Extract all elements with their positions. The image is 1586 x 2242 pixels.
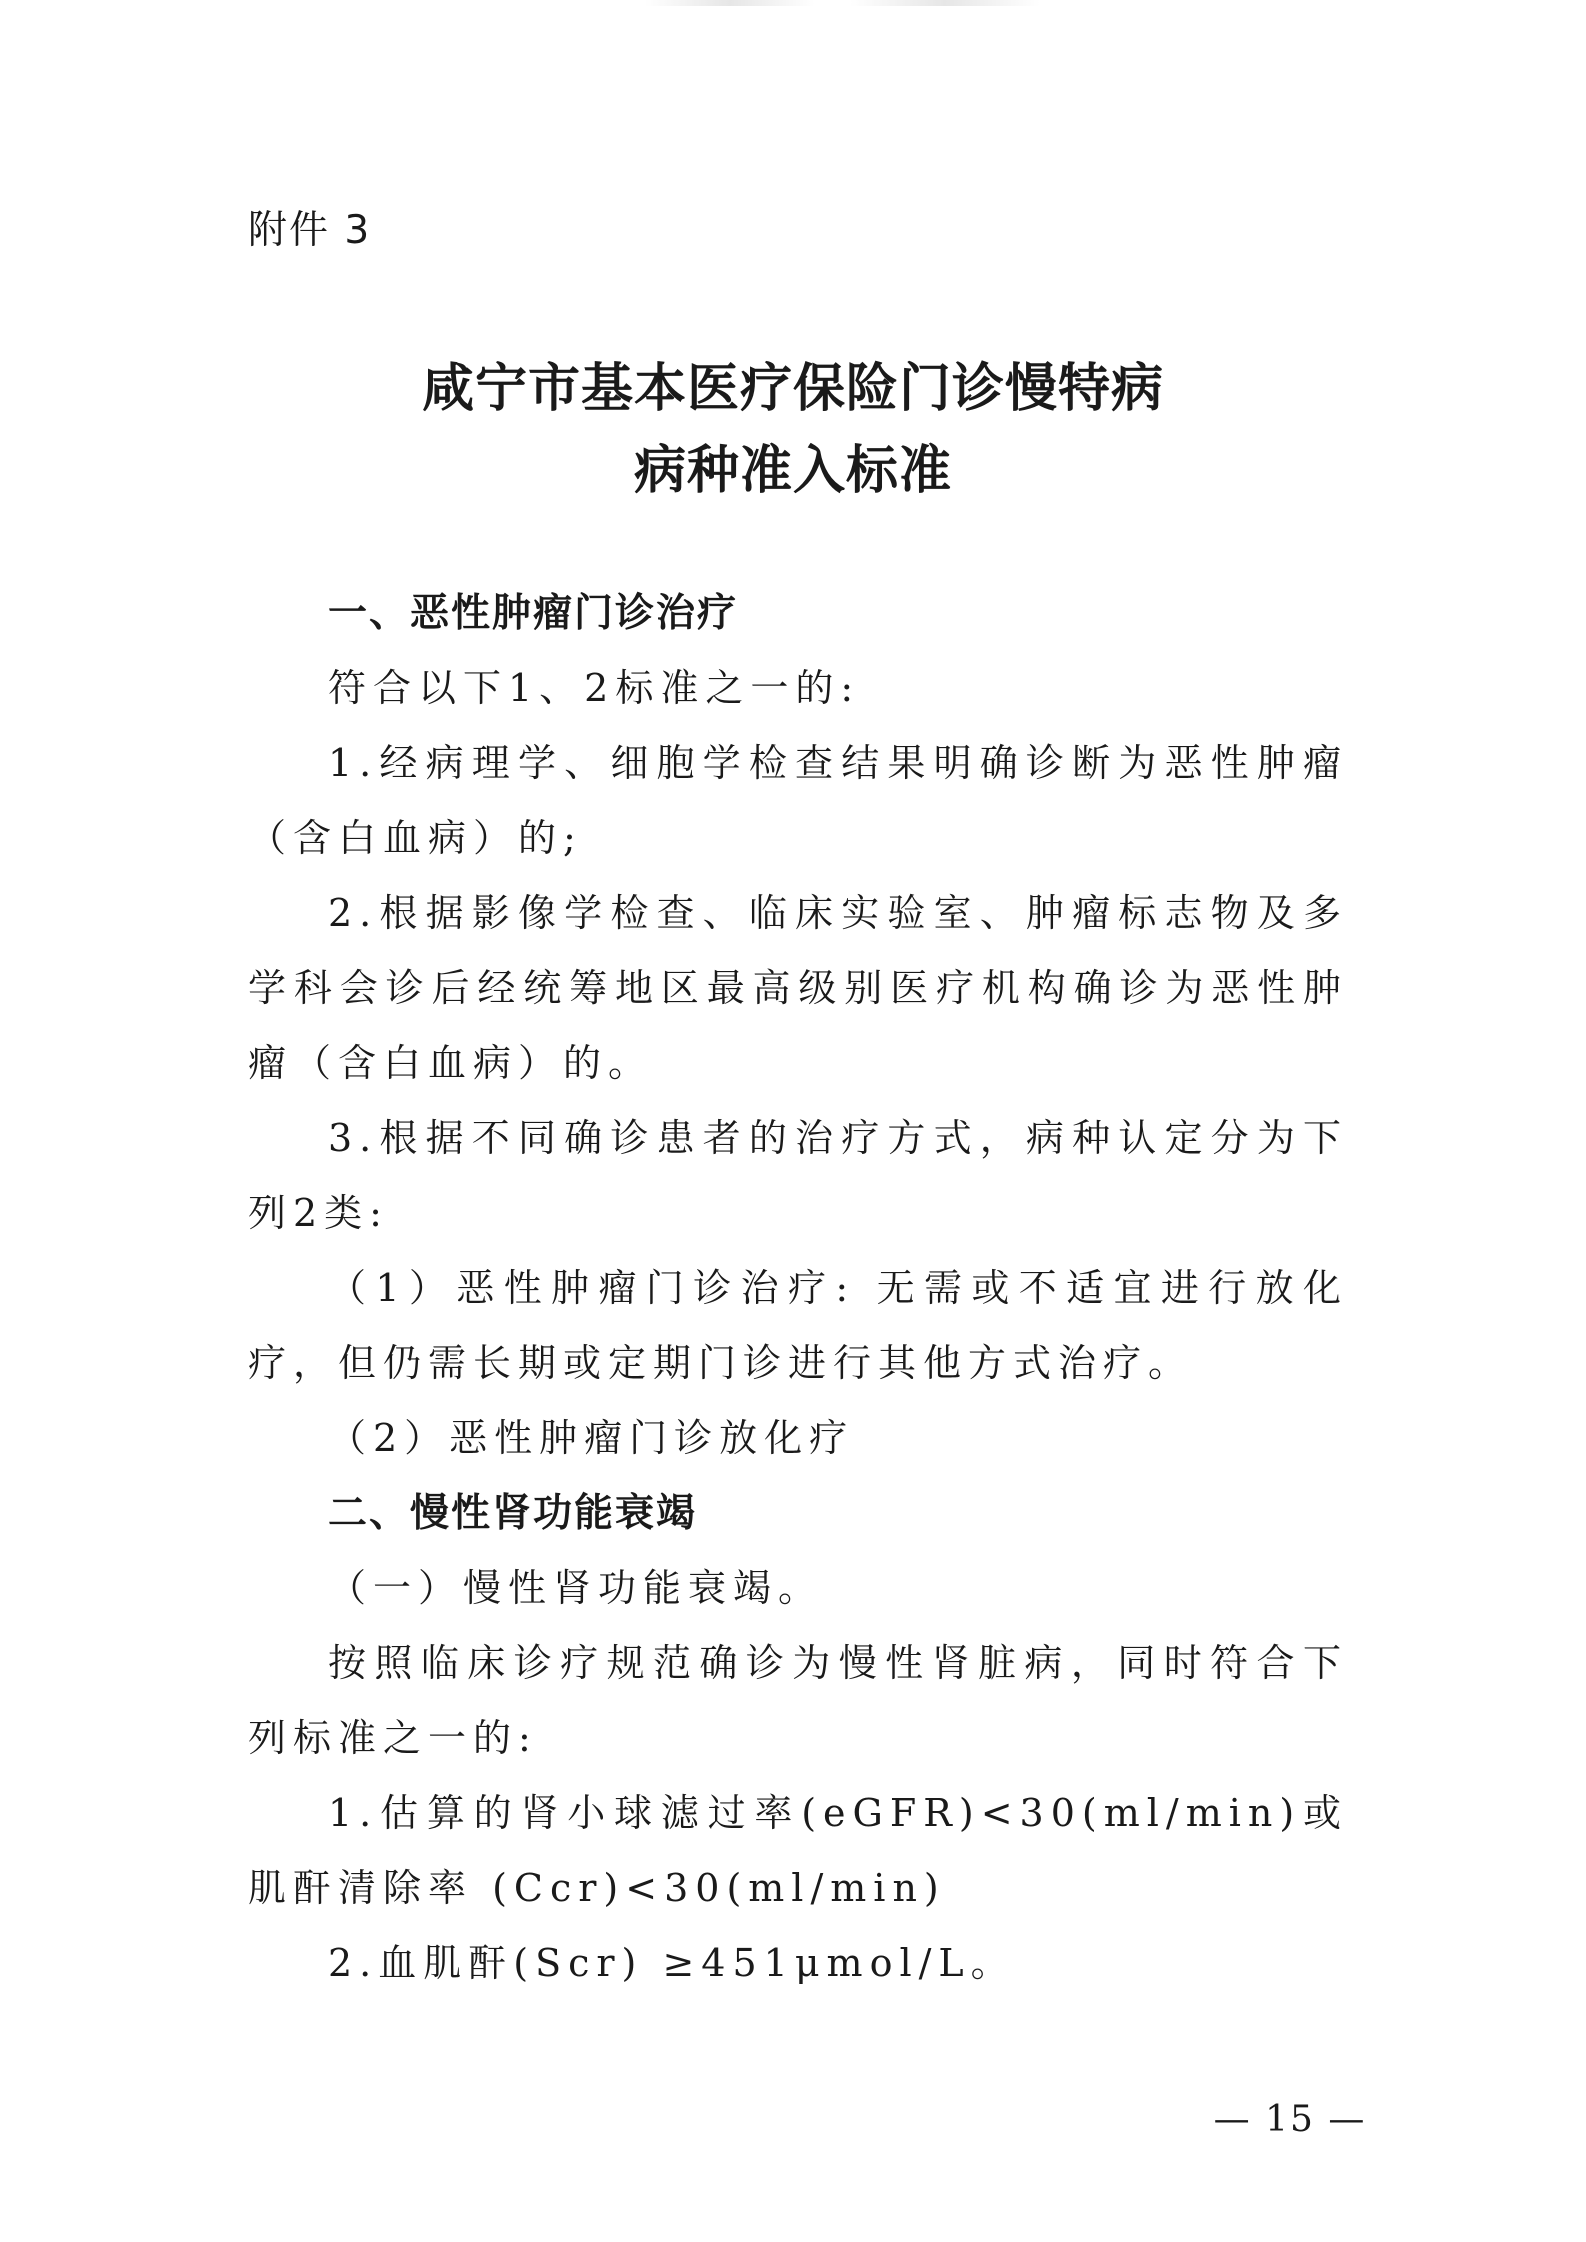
paragraph: 2.根据影像学检查、临床实验室、肿瘤标志物及多学科会诊后经统筹地区最高级别医疗机构确诊为恶性肿瘤（含白血病）的。 [248, 891, 1348, 1085]
paragraph: 按照临床诊疗规范确诊为慢性肾脏病，同时符合下列标准之一的: [248, 1641, 1348, 1760]
document-title [0, 348, 1586, 512]
section-heading: 二、慢性肾功能衰竭 [328, 1491, 698, 1536]
paragraph: 3.根据不同确诊患者的治疗方式，病种认定分为下列2类: [248, 1116, 1348, 1235]
paragraph: 1.估算的肾小球滤过率(eGFR)<30(ml/min)或肌酐清除率 (Ccr)<30(ml/min) [248, 1791, 1348, 1910]
title-line: 病种准入标准 [633, 440, 952, 501]
paragraph: （一）慢性肾功能衰竭。 [328, 1566, 824, 1610]
attachment-label: 附件 3 [248, 208, 372, 253]
paragraph: （2）恶性肿瘤门诊放化疗 [328, 1416, 855, 1460]
paragraph: （1）恶性肿瘤门诊治疗: 无需或不适宜进行放化疗，但仍需长期或定期门诊进行其他方式治疗。 [248, 1266, 1348, 1385]
paragraph: 2.血肌酐(Scr) ≥451μmol/L。 [328, 1941, 1016, 1985]
paragraph: 符合以下1、2标准之一的: [328, 666, 861, 710]
title-line: 咸宁市基本医疗保险门诊慢特病 [421, 358, 1164, 419]
scan-artifact [645, 0, 815, 6]
paragraph: 1.经病理学、细胞学检查结果明确诊断为恶性肿瘤（含白血病）的; [248, 741, 1348, 860]
scan-artifact [850, 0, 1040, 6]
document-body [248, 576, 1348, 2001]
section-heading: 一、恶性肿瘤门诊治疗 [328, 591, 739, 636]
page-number: — 15 — [1213, 2099, 1367, 2140]
